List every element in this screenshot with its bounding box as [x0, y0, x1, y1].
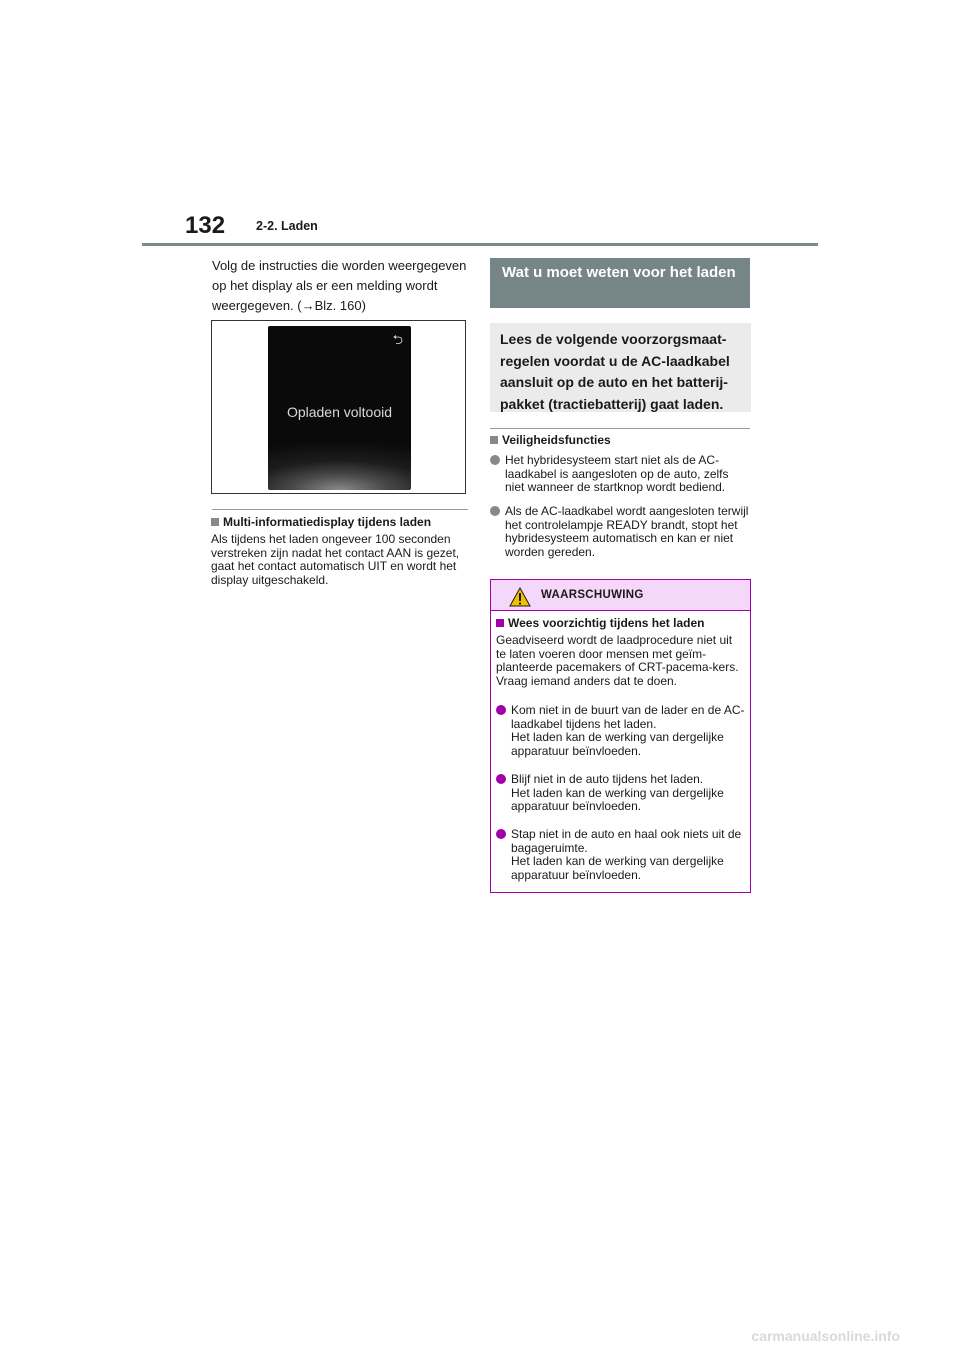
circle-bullet-icon — [496, 774, 506, 784]
circle-bullet-icon — [490, 506, 500, 516]
warning-bullet-subtext: Het laden kan de werking van dergelijke apparatuur beïnvloeden. — [511, 854, 724, 882]
section-title: 2-2. Laden — [256, 219, 318, 233]
warning-bullet-text: Kom niet in de buurt van de lader en de AC-laadkabel tijdens het laden. — [511, 703, 745, 731]
square-bullet-icon — [211, 518, 219, 526]
display-figure — [211, 320, 466, 494]
safety-heading — [490, 433, 611, 447]
display-message: Opladen voltooid — [286, 404, 393, 420]
multi-display-heading-text: Multi-informatiedisplay tijdens laden — [223, 515, 432, 529]
precautions-notice: Lees de volgende voorzorgsmaat-regelen voordat u de AC-laadkabel aansluit op de auto en het batterij-pakket (tractiebatterij) gaat laden. — [490, 323, 751, 412]
warning-heading-text: Wees voorzichtig tijdens het laden — [508, 616, 705, 630]
warning-paragraph: Geadviseerd wordt de laadprocedure niet uit te laten voeren door mensen met geïm-planteerde pacemakers of CRT-pacema-kers. Vraag iemand anders dat te doen. — [496, 633, 739, 688]
safety-bullet-text: Als de AC-laadkabel wordt aangesloten terwijl het controlelampje READY brandt, stopt het hybridesysteem automatisch en kan er niet worden gereden. — [505, 504, 749, 559]
warning-heading — [496, 616, 704, 630]
warning-triangle-icon — [509, 587, 531, 607]
right-divider — [490, 428, 750, 429]
warning-bullet — [496, 773, 746, 814]
square-bullet-icon — [490, 436, 498, 444]
page-number: 132 — [185, 212, 226, 239]
square-bullet-icon — [496, 619, 504, 627]
multi-info-display — [268, 326, 411, 490]
multi-display-paragraph: Als tijdens het laden ongeveer 100 seconden verstreken zijn nadat het contact AAN is gezet, gaat het contact automatisch UIT en wordt het display uitgeschakeld. — [211, 532, 460, 587]
warning-bullet-subtext: Het laden kan de werking van dergelijke apparatuur beïnvloeden. — [511, 785, 724, 813]
safety-bullet — [490, 454, 750, 495]
warning-bullet — [496, 704, 746, 758]
safety-heading-text: Veiligheidsfuncties — [502, 433, 611, 447]
warning-bullet-text: Stap niet in de auto en haal ook niets uit de bagageruimte. — [511, 827, 742, 855]
safety-bullet — [490, 505, 750, 559]
watermark: carmanualsonline.info — [751, 1328, 900, 1344]
charging-info-heading: Wat u moet weten voor het laden — [490, 258, 750, 308]
safety-bullet-text: Het hybridesysteem start niet als de AC-laadkabel is aangesloten op de auto, zelfs niet wanneer de startknop wordt bediend. — [505, 453, 729, 494]
header-divider — [142, 243, 818, 246]
warning-bullet-subtext: Het laden kan de werking van dergelijke apparatuur beïnvloeden. — [511, 730, 724, 758]
warning-bullet-text: Blijf niet in de auto tijdens het laden. — [511, 772, 704, 786]
circle-bullet-icon — [490, 455, 500, 465]
back-icon: ⮌ — [392, 332, 403, 347]
multi-display-heading — [211, 515, 431, 529]
intro-paragraph: Volg de instructies die worden weergegeven op het display als er een melding wordt weergegeven. (→Blz. 160) — [212, 258, 467, 313]
left-divider — [212, 509, 468, 510]
circle-bullet-icon — [496, 829, 506, 839]
warning-bullet — [496, 828, 746, 882]
warning-label: WAARSCHUWING — [541, 589, 644, 601]
warning-box — [490, 579, 751, 893]
warning-divider — [491, 610, 750, 611]
circle-bullet-icon — [496, 705, 506, 715]
